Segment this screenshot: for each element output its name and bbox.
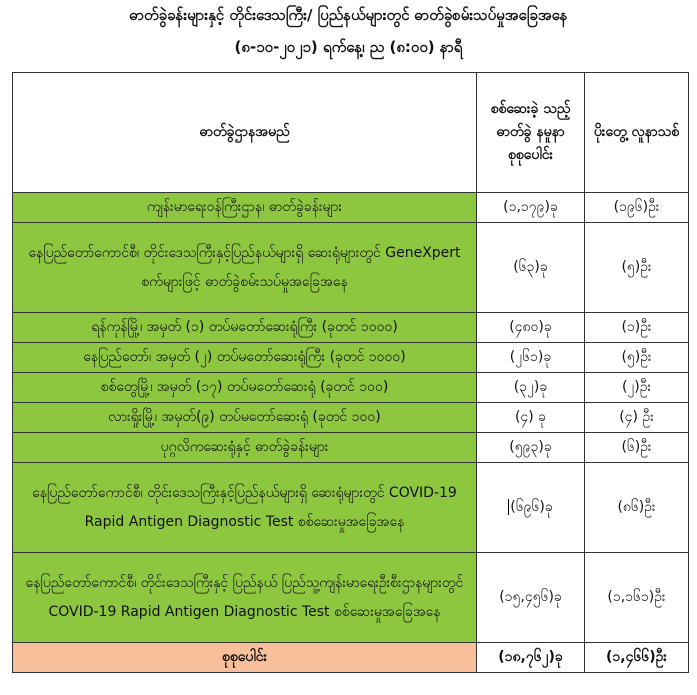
header-row bbox=[13, 73, 689, 193]
header-lab-name: ဓာတ်ခွဲဌာနအမည် bbox=[13, 73, 477, 193]
new-cases-count: (၂)ဦး bbox=[585, 373, 689, 403]
testing-status-table bbox=[12, 72, 689, 673]
total-samples: (၁၈,၇၆၂)ခု bbox=[477, 643, 585, 673]
new-cases-count: (၄) ဦး bbox=[585, 403, 689, 433]
samples-count: (၄) ခု bbox=[477, 403, 585, 433]
samples-count: (၁၅,၄၅၆)ခု bbox=[477, 553, 585, 643]
samples-count: (၅၉၃)ခု bbox=[477, 433, 585, 463]
table-row bbox=[13, 313, 689, 343]
table-row bbox=[13, 193, 689, 223]
new-cases-count: (၁,၁၆၁)ဦး bbox=[585, 553, 689, 643]
lab-name: ရန်ကုန်မြို့၊ အမှတ် (၁) တပ်မတော်ဆေးရုံကြီး (ခုတင် ၁၀၀၀) bbox=[13, 313, 477, 343]
table-row bbox=[13, 343, 689, 373]
lab-name: ပုဂ္ဂလိကဆေးရုံနှင့် ဓာတ်ခွဲခန်းများ bbox=[13, 433, 477, 463]
table-row bbox=[13, 403, 689, 433]
samples-count: (၄၈၀)ခု bbox=[477, 313, 585, 343]
lab-name: လားရှိုးမြို့၊ အမှတ်(၉) တပ်မတော်ဆေးရုံ (ခုတင် ၁၀၀) bbox=[13, 403, 477, 433]
samples-count: (၆၃)ခု bbox=[477, 223, 585, 313]
samples-value: (၆၉၆)ခု bbox=[510, 499, 553, 515]
lab-name: နေပြည်တော်ကောင်စီ၊ တိုင်းဒေသကြီးနှင့်ပြည်နယ်များရှိ ဆေးရုံများတွင် GeneXpert စက်များဖြင့် ဓာတ်ခွဲစမ်းသပ်မှုအခြေအနေ bbox=[13, 223, 477, 313]
total-new-cases: (၁,၄၆၆)ဦး bbox=[585, 643, 689, 673]
new-cases-count: (၅)ဦး bbox=[585, 343, 689, 373]
lab-name: စစ်တွေမြို့၊ အမှတ် (၁၇) တပ်မတော်ဆေးရုံ (ခုတင် ၁၀၀) bbox=[13, 373, 477, 403]
report-title: ဓာတ်ခွဲခန်းများနှင့် တိုင်းဒေသကြီး/ ပြည်နယ်များတွင် ဓာတ်ခွဲစမ်းသပ်မှုအခြေအနေ bbox=[129, 6, 568, 24]
samples-count: (၁,၁၇၉)ခု bbox=[477, 193, 585, 223]
table-row bbox=[13, 373, 689, 403]
lab-name: နေပြည်တော်၊ အမှတ် (၂) တပ်မတော်ဆေးရုံကြီး (ခုတင် ၁၀၀၀) bbox=[13, 343, 477, 373]
table-row bbox=[13, 463, 689, 553]
lab-name: နေပြည်တော်ကောင်စီ၊ တိုင်းဒေသကြီးနှင့် ပြည်နယ် ပြည်သူ့ကျန်းမာရေးဦးစီးဌာနများတွင် COVID-19 Rapid Antigen Diagnostic Test စစ်ဆေးမှုအခြေအနေ bbox=[13, 553, 477, 643]
table-row bbox=[13, 433, 689, 463]
report-date: (၈-၁၀-၂၀၂၁) ရက်နေ့၊ ည (၈:၀၀) နာရီ bbox=[234, 38, 463, 56]
samples-count: (၃၂)ခု bbox=[477, 373, 585, 403]
header-samples: စစ်ဆေးခဲ့ သည့် ဓာတ်ခွဲ နမူနာ စုစုပေါင်း bbox=[477, 73, 585, 193]
samples-count[interactable] bbox=[477, 463, 585, 553]
new-cases-count: (၁၉၆)ဦး bbox=[585, 193, 689, 223]
header-new-cases: ပိုးတွေ့ လူနာသစ် bbox=[585, 73, 689, 193]
samples-count: (၂၆၁)ခု bbox=[477, 343, 585, 373]
new-cases-count: (၅)ဦး bbox=[585, 223, 689, 313]
table-row bbox=[13, 223, 689, 313]
new-cases-count: (၈၆)ဦး bbox=[585, 463, 689, 553]
total-label: စုစုပေါင်း bbox=[13, 643, 477, 673]
table-row bbox=[13, 553, 689, 643]
lab-name: နေပြည်တော်ကောင်စီ၊ တိုင်းဒေသကြီးနှင့်ပြည်နယ်များရှိ ဆေးရုံများတွင် COVID-19 Rapid Antigen Diagnostic Test စစ်ဆေးမှုအခြေအနေ bbox=[13, 463, 477, 553]
total-row bbox=[13, 643, 689, 673]
new-cases-count: (၁)ဦး bbox=[585, 313, 689, 343]
lab-name: ကျန်းမာရေးဝန်ကြီးဌာန၊ ဓာတ်ခွဲခန်းများ bbox=[13, 193, 477, 223]
new-cases-count: (၆)ဦး bbox=[585, 433, 689, 463]
